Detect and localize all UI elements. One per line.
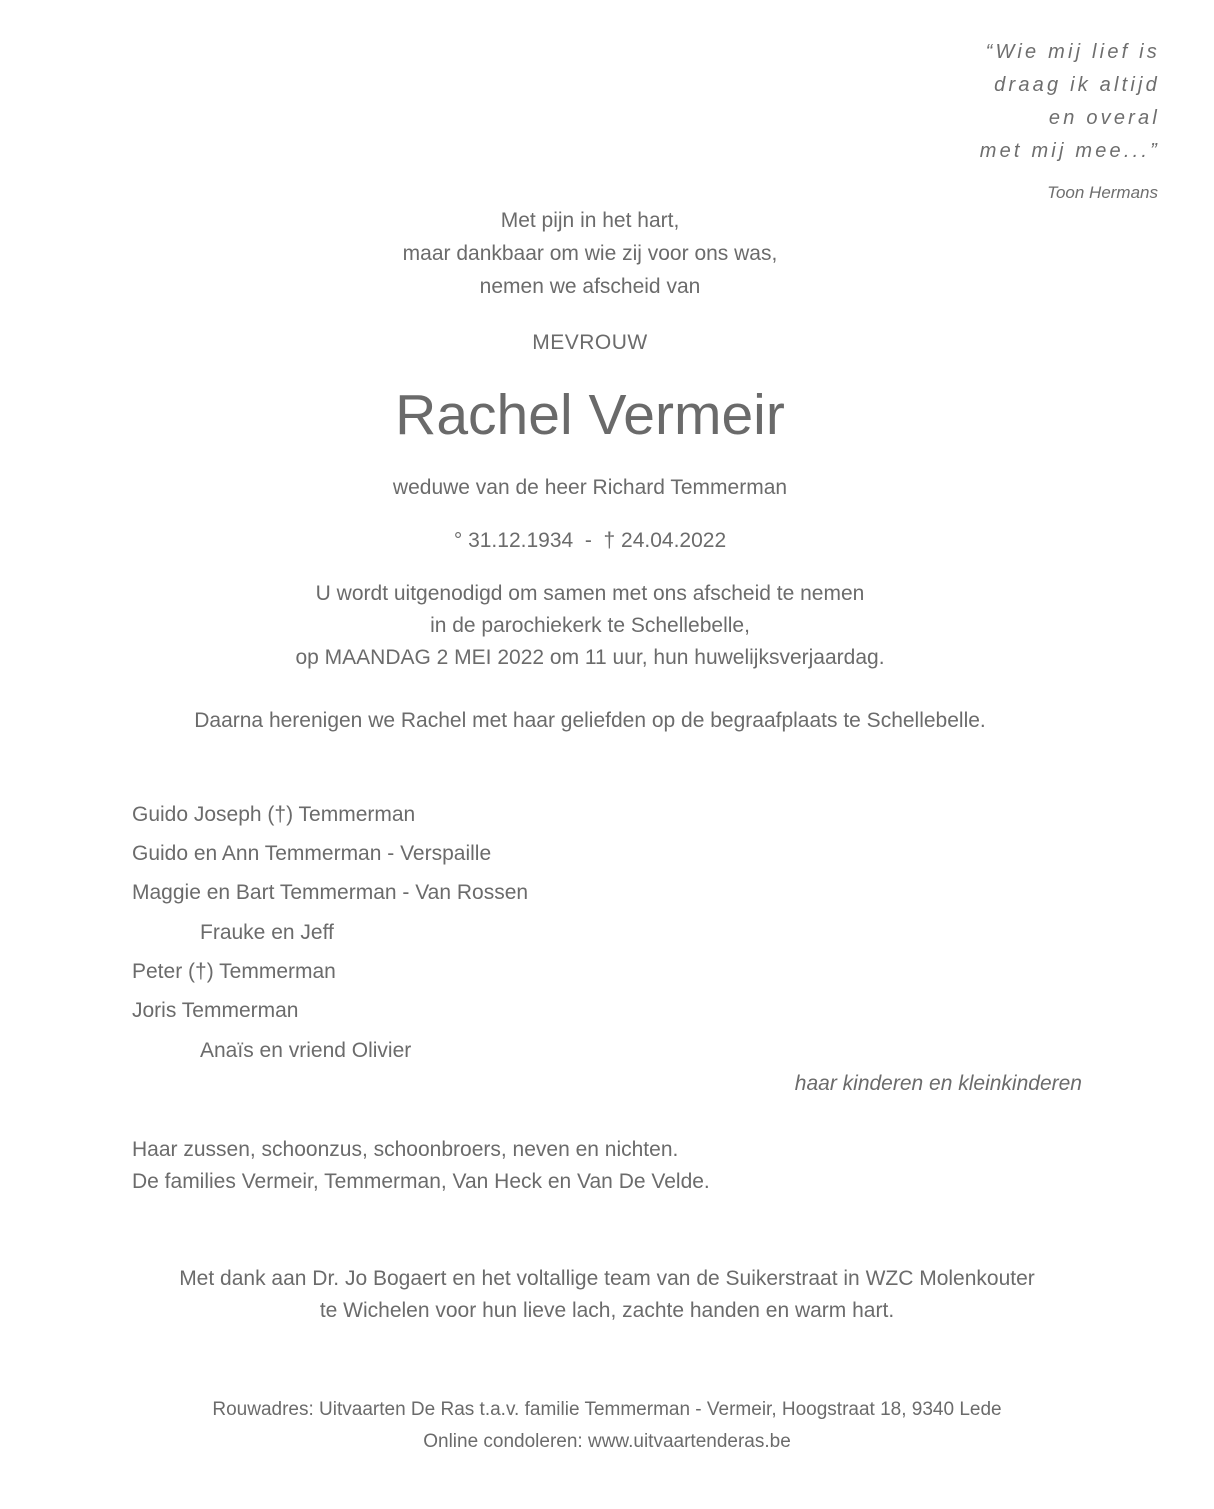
quote-line-2: draag ik altijd [994, 74, 1160, 96]
family-member: Joris Temmerman [132, 999, 299, 1022]
intro-line-3: nemen we afscheid van [479, 275, 701, 298]
invitation-line-2: in de parochiekerk te Schellebelle, [430, 614, 750, 637]
intro-text [0, 204, 1180, 303]
spouse-relation: weduwe van de heer Richard Temmerman [392, 476, 788, 499]
burial-text: Daarna herenigen we Rachel met haar geliefden op de begraafplaats te Schellebelle. [194, 709, 986, 732]
family-member: Guido Joseph (†) Temmerman [132, 803, 416, 826]
thanks-line-1: Met dank aan Dr. Jo Bogaert en het voltallige team van de Suikerstraat in WZC Molenkouter [179, 1267, 1035, 1290]
relatives-line-2: De families Vermeir, Temmerman, Van Heck en Van De Velde. [132, 1170, 710, 1193]
invitation-line-3: op MAANDAG 2 MEI 2022 om 11 uur, hun huwelijksverjaardag. [295, 646, 885, 669]
thanks-text [17, 1263, 1197, 1327]
intro-line-1: Met pijn in het hart, [500, 209, 680, 232]
family-member-grandchild: Anaïs en vriend Olivier [200, 1039, 412, 1062]
quote-author: Toon Hermans [1047, 183, 1158, 202]
family-member: Peter (†) Temmerman [132, 960, 336, 983]
footer [17, 1394, 1197, 1458]
quote-line-1: “Wie mij lief is [985, 41, 1160, 63]
life-dates: ° 31.12.1934 - † 24.04.2022 [453, 529, 727, 552]
thanks-line-2: te Wichelen voor hun lieve lach, zachte handen en warm hart. [319, 1299, 895, 1322]
quote-line-4: met mij mee...” [979, 140, 1160, 162]
relatives-line-1: Haar zussen, schoonzus, schoonbroers, neven en nichten. [132, 1138, 679, 1161]
honorific: MEVROUW [532, 331, 648, 354]
online-condolences: Online condoleren: www.uitvaartenderas.be [423, 1431, 791, 1452]
intro-line-2: maar dankbaar om wie zij voor ons was, [402, 242, 778, 265]
invitation-text [0, 578, 1180, 674]
mourning-address: Rouwadres: Uitvaarten De Ras t.a.v. familie Temmerman - Vermeir, Hoogstraat 18, 9340 Lede [212, 1399, 1002, 1420]
family-relation-note: haar kinderen en kleinkinderen [794, 1072, 1082, 1095]
quote-line-3: en overal [1048, 107, 1160, 129]
family-member: Maggie en Bart Temmerman - Van Rossen [132, 881, 529, 904]
relatives-text [132, 1134, 710, 1198]
deceased-name: Rachel Vermeir [395, 383, 785, 447]
family-member-grandchild: Frauke en Jeff [200, 921, 334, 944]
invitation-line-1: U wordt uitgenodigd om samen met ons afscheid te nemen [315, 582, 865, 605]
family-member: Guido en Ann Temmerman - Verspaille [132, 842, 492, 865]
